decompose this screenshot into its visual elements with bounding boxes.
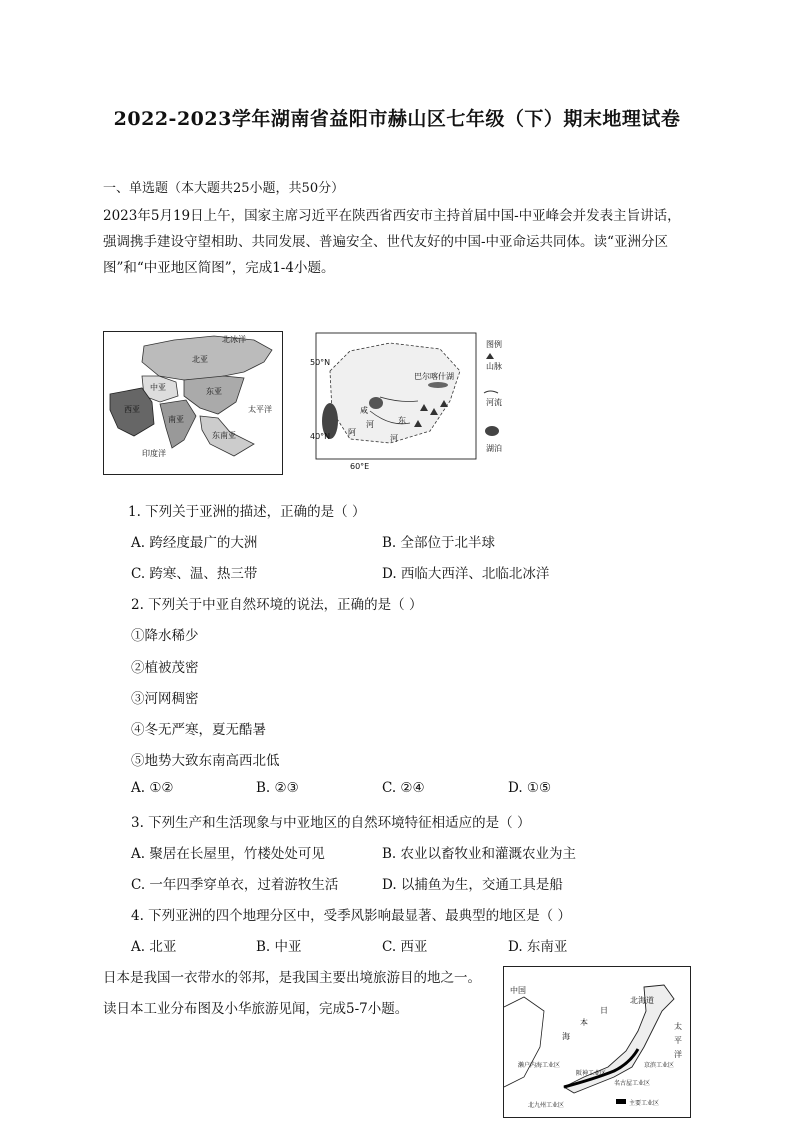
map-label: 海 <box>562 1032 570 1041</box>
legend-label: 主要工业区 <box>629 1100 660 1107</box>
map-label: 西亚 <box>124 405 140 414</box>
question-3-stem: 3. 下列生产和生活现象与中亚地区的自然环境特征相适应的是（ ） <box>131 815 531 831</box>
q3-option-d[interactable]: D. 以捕鱼为生，交通工具是船 <box>382 877 563 893</box>
q2-statement: ⑤地势大致东南高西北低 <box>131 753 280 769</box>
legend-title: 图例 <box>486 340 502 349</box>
map-label: 中亚 <box>150 383 166 392</box>
q2-option-a[interactable]: A. ①② <box>131 780 174 796</box>
q4-option-d[interactable]: D. 东南亚 <box>508 939 568 955</box>
q4-option-a[interactable]: A. 北亚 <box>131 939 177 955</box>
map-label: 北亚 <box>192 355 208 364</box>
map-label: 北冰洋 <box>222 335 246 344</box>
map-balkhash-lake <box>428 382 448 388</box>
intro-line: 2023年5月19日上午，国家主席习近平在陕西省西安市主持首届中国-中亚峰会并发表主旨讲话， <box>103 208 681 224</box>
q2-option-c[interactable]: C. ②④ <box>382 780 425 796</box>
map-label: 濑户内海工业区 <box>518 1062 561 1069</box>
legend-industry-icon <box>616 1099 626 1104</box>
legend-label: 河流 <box>486 398 502 407</box>
map-label: 阿 <box>348 428 356 437</box>
map-label: 太平洋 <box>248 405 272 414</box>
map-label: 60°E <box>350 462 370 471</box>
map-label: 平 <box>674 1036 682 1045</box>
legend-label: 山脉 <box>486 362 502 371</box>
map-label: 京滨工业区 <box>644 1062 675 1069</box>
intro-passage-1 <box>103 203 703 281</box>
question-2-stem: 2. 下列关于中亚自然环境的说法，正确的是（ ） <box>131 597 423 613</box>
map-label: 河 <box>390 434 398 443</box>
map-label: 50°N <box>310 358 331 367</box>
intro-2-line: 日本是我国一衣带水的邻邦，是我国主要出境旅游目的地之一。 <box>103 970 481 986</box>
q1-option-b[interactable]: B. 全部位于北半球 <box>382 535 496 551</box>
central-asia-map <box>310 331 505 473</box>
intro-2-line: 读日本工业分布图及小华旅游见闻，完成5-7小题。 <box>103 1001 409 1017</box>
q4-option-b[interactable]: B. 中亚 <box>256 939 302 955</box>
q1-option-a[interactable]: A. 跨经度最广的大洲 <box>131 535 258 551</box>
section-heading: 一、单选题（本大题共25小题，共50分） <box>103 181 345 196</box>
map-label: 日 <box>600 1006 608 1015</box>
map-label: 印度洋 <box>142 449 166 458</box>
map-label: 洋 <box>674 1050 682 1059</box>
q3-option-a[interactable]: A. 聚居在长屋里，竹楼处处可见 <box>131 846 325 862</box>
q2-option-b[interactable]: B. ②③ <box>256 780 299 796</box>
map-label: 咸 <box>360 406 368 415</box>
question-1-stem: 1. 下列关于亚洲的描述，正确的是（ ） <box>128 504 366 520</box>
q3-option-b[interactable]: B. 农业以畜牧业和灌溉农业为主 <box>382 846 577 862</box>
q2-statement: ④冬无严寒，夏无酷暑 <box>131 722 266 738</box>
q2-statement: ②植被茂密 <box>131 660 199 676</box>
map-label: 河 <box>366 420 374 429</box>
q2-option-d[interactable]: D. ①⑤ <box>508 780 552 796</box>
map-label: 东亚 <box>206 387 222 396</box>
legend-label: 湖泊 <box>486 444 502 453</box>
japan-industry-map <box>503 966 691 1118</box>
map-label: 北海道 <box>630 996 654 1005</box>
q2-statement: ③河网稠密 <box>131 691 199 707</box>
q1-option-d[interactable]: D. 西临大西洋、北临北冰洋 <box>382 566 550 582</box>
map-label: 东 <box>398 416 406 425</box>
question-4-stem: 4. 下列亚洲的四个地理分区中，受季风影响最显著、最典型的地区是（ ） <box>131 908 571 924</box>
map-label: 名古屋工业区 <box>614 1080 651 1087</box>
map-label: 中国 <box>510 986 526 995</box>
map-label: 太 <box>674 1022 682 1031</box>
map-label: 东南亚 <box>212 431 236 440</box>
map-label: 巴尔喀什湖 <box>414 372 454 381</box>
page-title: 2022-2023学年湖南省益阳市赫山区七年级（下）期末地理试卷 <box>113 108 681 130</box>
legend-lake-icon <box>485 426 499 436</box>
q1-option-c[interactable]: C. 跨寒、温、热三带 <box>131 566 258 582</box>
intro-line: 强调携手建设守望相助、共同发展、普遍安全、世代友好的中国-中亚命运共同体。读“亚洲分区 <box>103 234 668 250</box>
q4-option-c[interactable]: C. 西亚 <box>382 939 428 955</box>
q3-option-c[interactable]: C. 一年四季穿单衣，过着游牧生活 <box>131 877 339 893</box>
map-aral-sea <box>369 397 383 409</box>
map-label: 本 <box>580 1018 588 1027</box>
q2-statement: ①降水稀少 <box>131 628 199 644</box>
map-label: 40°N <box>310 432 331 441</box>
map-label: 南亚 <box>168 415 184 424</box>
asia-regions-map <box>103 331 283 475</box>
map-label: 北九州工业区 <box>528 1102 565 1109</box>
intro-line: 图”和“中亚地区简图”，完成1-4小题。 <box>103 260 335 276</box>
map-label: 阪神工业区 <box>576 1070 607 1077</box>
